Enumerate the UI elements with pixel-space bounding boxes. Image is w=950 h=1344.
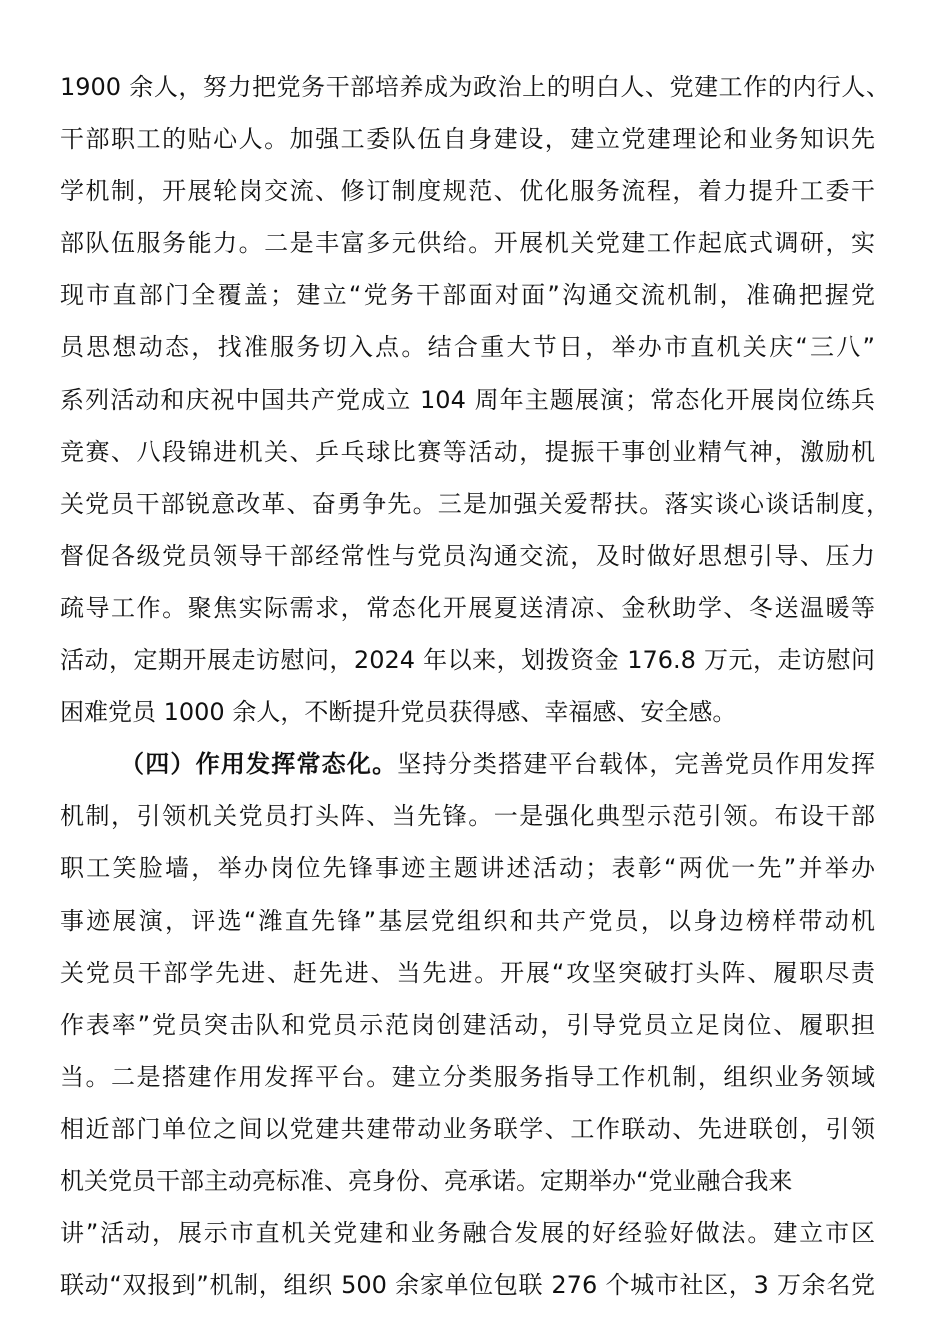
text-line: 当。二是搭建作用发挥平台。建立分类服务指导工作机制，组织业务领域: [60, 1062, 875, 1091]
text-line: 部队伍服务能力。二是丰富多元供给。开展机关党建工作起底式调研，实: [60, 229, 875, 258]
document-page: [60, 66, 890, 1316]
text-line: 员思想动态，找准服务切入点。结合重大节日，举办市直机关庆“三八”: [60, 333, 875, 362]
text-line: 事迹展演，评选“潍直先锋”基层党组织和共产党员，以身边榜样带动机: [60, 906, 875, 935]
text-line: 困难党员 1000 余人，不断提升党员获得感、幸福感、安全感。: [60, 698, 737, 727]
text-line: 1900 余人，努力把党务干部培养成为政治上的明白人、党建工作的内行人、: [60, 73, 890, 101]
section-heading: （四）作用发挥常态化。: [120, 750, 398, 779]
text-line: 系列活动和庆祝中国共产党成立 104 周年主题展演；常态化开展岗位练兵: [60, 385, 875, 414]
text-line: 督促各级党员领导干部经常性与党员沟通交流，及时做好思想引导、压力: [60, 541, 875, 570]
text-span: 坚持分类搭建平台载体，完善党员作用发挥: [397, 750, 876, 779]
text-line: 职工笑脸墙，举办岗位先锋事迹主题讲述活动；表彰“两优一先”并举办: [60, 854, 875, 883]
text-line: 讲”活动，展示市直机关党建和业务融合发展的好经验好做法。建立市区: [60, 1219, 875, 1248]
text-line: 现市直部门全覆盖；建立“党务干部面对面”沟通交流机制，准确把握党: [60, 281, 875, 310]
text-line: 机关党员干部主动亮标准、亮身份、亮承诺。定期举办“党业融合我来: [60, 1166, 793, 1195]
text-line: 关党员干部学先进、赶先进、当先进。开展“攻坚突破打头阵、履职尽责: [60, 958, 875, 987]
text-line: 机制，引领机关党员打头阵、当先锋。一是强化典型示范引领。布设干部: [60, 802, 875, 831]
text-line: 联动“双报到”机制，组织 500 余家单位包联 276 个城市社区，3 万余名党: [60, 1271, 875, 1300]
section-4-first-line: [60, 743, 875, 795]
text-line: 干部职工的贴心人。加强工委队伍自身建设，建立党建理论和业务知识先: [60, 125, 875, 154]
text-line: 关党员干部锐意改革、奋勇争先。三是加强关爱帮扶。落实谈心谈话制度，: [60, 489, 890, 518]
text-line: 竞赛、八段锦进机关、乒乓球比赛等活动，提振干事创业精气神，激励机: [60, 437, 875, 466]
text-line: 疏导工作。聚焦实际需求，常态化开展夏送清凉、金秋助学、冬送温暖等: [60, 593, 875, 622]
text-line: 相近部门单位之间以党建共建带动业务联学、工作联动、先进联创，引领: [60, 1114, 875, 1143]
text-line: 活动，定期开展走访慰问，2024 年以来，划拨资金 176.8 万元，走访慰问: [60, 646, 875, 675]
text-line: 作表率”党员突击队和党员示范岗创建活动，引导党员立足岗位、履职担: [60, 1010, 875, 1039]
text-line: 学机制，开展轮岗交流、修订制度规范、优化服务流程，着力提升工委干: [60, 177, 875, 206]
